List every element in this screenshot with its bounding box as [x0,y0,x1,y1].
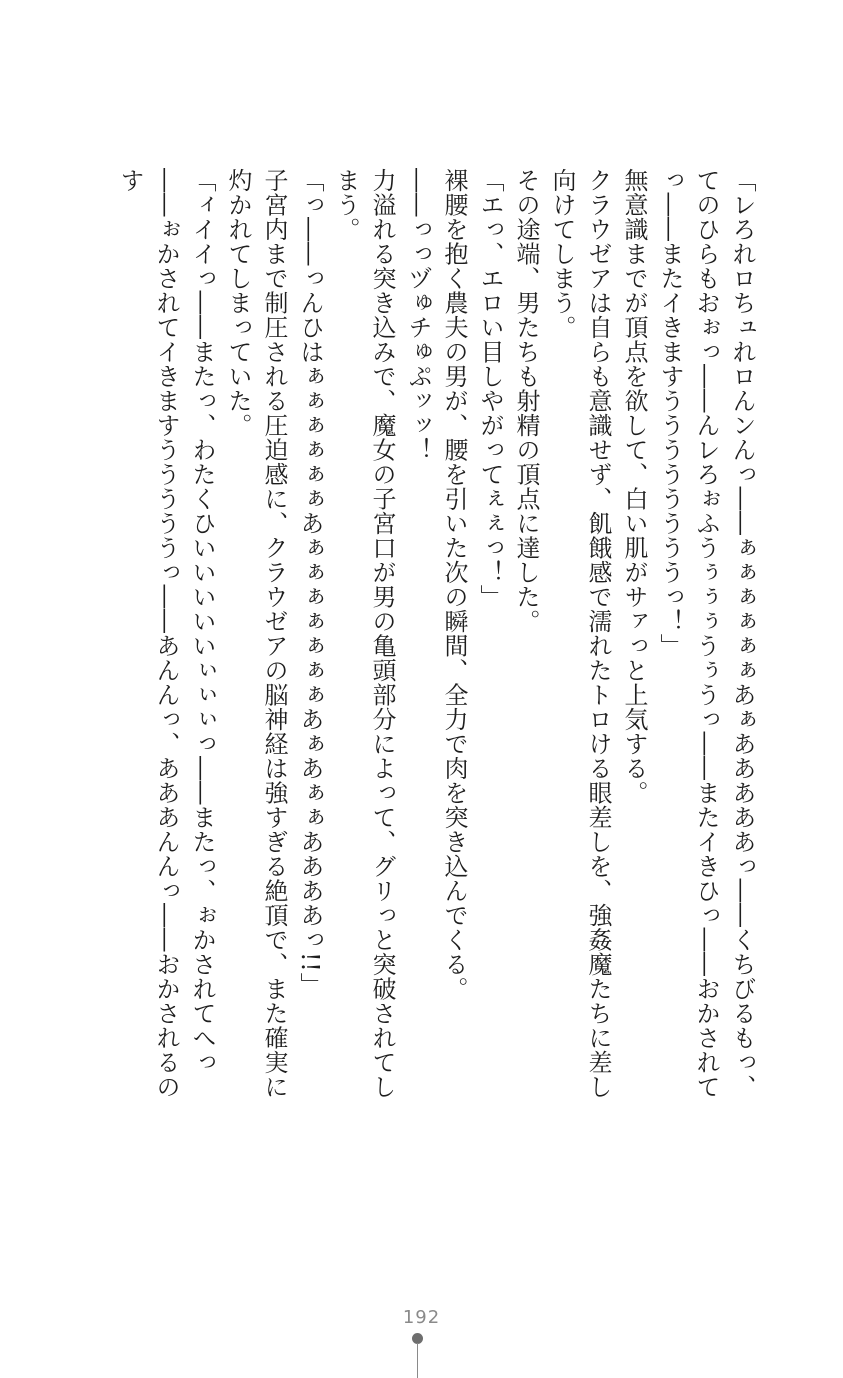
text-line: クラウゼアは自らも意識せず、飢餓感で濡れたトロける眼差しを、強姦魔たちに差し向けてしまう。 [548,168,612,1099]
text-line: 力溢れる突き込みで、魔女の子宮口が男の亀頭部分によって、グリっと突破されてしまう。 [332,168,396,1099]
vertical-text-body [116,168,760,1118]
text-line: 「レろれロちュれロんンんっ――ぁぁぁぁぁぁあぁあああああっ――くちびるもっ、てのひらもおぉっ――んレろぉふうぅぅぅうぅうっ――またイきひっ――おかされてっ――またイきますううううううううっ！」 [656,168,756,1099]
text-line: 子宮内まで制圧される圧迫感に、クラウゼアの脳神経は強すぎる絶頂で、また確実に灼かれてしまっていた。 [224,168,288,1099]
text-line: 裸腰を抱く農夫の男が、腰を引いた次の瞬間、全力で肉を突き込んでくる。 [440,168,468,1001]
text-line: 「ィイイっ――またっ、わたくひいいいいいぃぃぃっ――またっ、ぉかされてへっ――ぉかされてイきますうううううっ――あんんっ、あああんんっ――おかされるのす [116,168,216,1099]
page-marker-line [417,1343,418,1378]
page-number: 192 [402,1307,441,1328]
text-line: 「エっ、エロい目しやがってぇぇっ！」 [476,168,504,609]
text-line: 「っ――っんひはぁぁぁぁぁぁあぁぁぁぁぁぁぁあぁあぁぁああああっ!!」 [296,168,324,997]
text-line: 無意識までが頂点を欲して、白い肌がサァっと上気する。 [620,168,648,805]
text-line: ――っっヅゅチゅぷッッ！ [404,168,432,462]
text-line: その途端、男たちも射精の頂点に達した。 [512,168,540,634]
